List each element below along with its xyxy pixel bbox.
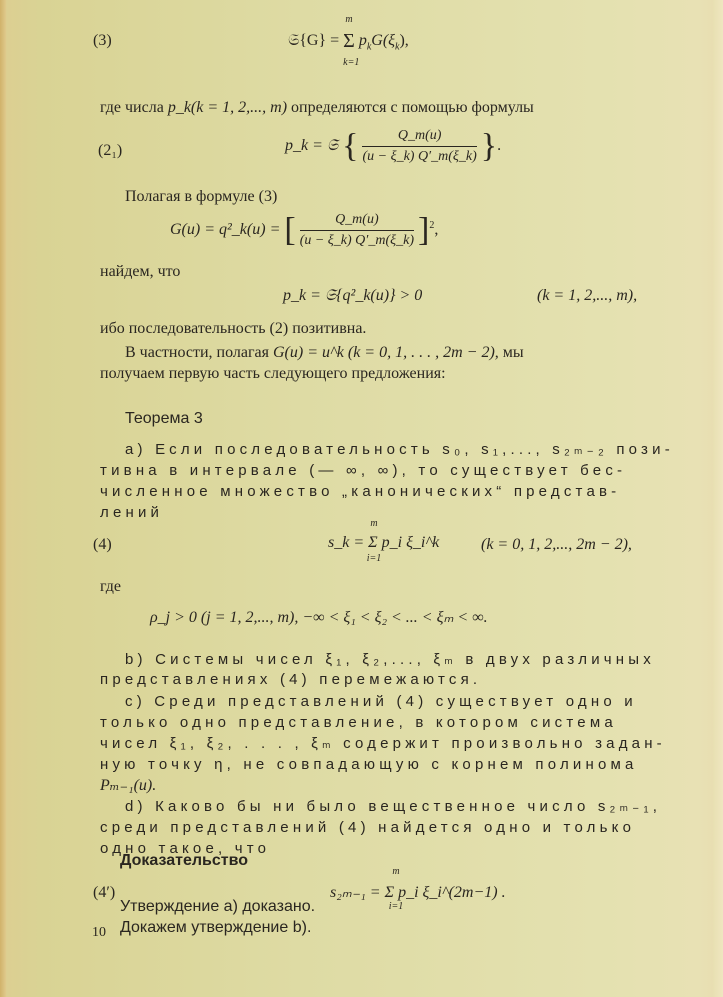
- equation-3: 𝔖{G} = m Σ k=1 $p_kG(\xi_k)$,: [288, 14, 409, 68]
- equation-2-1: p_k = 𝔖 { $\frac{Q\_m(u)}{(u - \xi\_k) Q'\_m(\xi\_k)}$ }.: [285, 127, 502, 165]
- theorem-a-line: лений: [100, 504, 164, 521]
- theorem-d-line: d) Каково бы ни было вещественное число s₂ₘ₋₁,: [125, 798, 662, 815]
- theorem-c-line: только одно представление, в котором система: [100, 714, 617, 731]
- theorem-a-line: численное множество „канонических“ представ-: [100, 483, 621, 500]
- paragraph-line: Полагая в формуле (3): [125, 188, 278, 205]
- page-number: 10: [92, 925, 106, 940]
- paragraph-line: где: [100, 578, 122, 595]
- condition-line: ρ_j > 0 (j = 1, 2,..., m), −∞ < ξ₁ < ξ₂ < ... < ξₘ < ∞.: [150, 609, 488, 626]
- theorem-c-line: c) Среди представлений (4) существует одно и: [125, 693, 637, 710]
- paragraph-line: где числа p_k(k = 1, 2,..., m) определяются с помощью формулы: [100, 99, 534, 116]
- proof-title: Доказательство: [120, 852, 248, 869]
- page-right-edge: [713, 0, 723, 997]
- equation-4-prime: s₂ₘ₋₁ = Σ p_i ξ_i^(2m−1) . m i=1: [330, 866, 506, 912]
- paragraph-line: ибо последовательность (2) позитивна.: [100, 320, 367, 337]
- theorem-c-line: Pₘ₋₁(u).: [100, 777, 157, 794]
- sum-symbol: m Σ k=1: [343, 14, 360, 68]
- theorem-b-line: b) Системы чисел ξ₁, ξ₂,..., ξₘ в двух различных: [125, 651, 655, 668]
- equation-4-range: (k = 0, 1, 2,..., 2m − 2),: [481, 536, 632, 553]
- theorem-b-line: представлениях (4) перемежаются.: [100, 671, 482, 688]
- theorem-a-line: тивна в интервале (— ∞, ∞), то существует бес-: [100, 462, 627, 479]
- equation-pk-range: (k = 1, 2,..., m),: [537, 287, 638, 304]
- theorem-d-line: среди представлений (4) найдется одно и только: [100, 819, 636, 836]
- equation-label-4: (4): [93, 536, 112, 553]
- theorem-c-line: чисел ξ₁, ξ₂, . . . , ξₘ содержит произвольно задан-: [100, 735, 666, 752]
- theorem-title: Теорема 3: [125, 410, 203, 427]
- proof-line: Докажем утверждение b).: [120, 919, 312, 936]
- page-binding-edge: [0, 0, 6, 997]
- paragraph-line: найдем, что: [100, 263, 181, 280]
- theorem-d-line: одно такое, что: [100, 840, 271, 857]
- equation-label-3: (3): [93, 32, 112, 49]
- theorem-c-line: ную точку η, не совпадающую с корнем полинома: [100, 756, 638, 773]
- paragraph-line: получаем первую часть следующего предложения:: [100, 365, 446, 382]
- equation-label-4-prime: (4′): [93, 884, 116, 901]
- equation-pk-positive: p_k = 𝔖{q²_k(u)} > 0: [283, 287, 423, 304]
- proof-line: Утверждение a) доказано.: [120, 898, 316, 915]
- equation-G: G(u) = q²_k(u) = [ $\frac{Q\_m(u)}{(u - \xi\_k) Q'\_m(\xi\_k)}$ ]$^2$,: [170, 211, 439, 249]
- equation-label-2-1: (2₁): [98, 142, 123, 159]
- theorem-a-line: a) Если последовательность s₀, s₁,..., s₂ₘ₋₂ пози-: [125, 441, 674, 458]
- paragraph-line: В частности, полагая G(u) = u^k (k = 0, 1, . . . , 2m − 2), мы: [125, 344, 524, 361]
- equation-4: s_k = Σ p_i ξ_i^k m i=1: [328, 518, 440, 564]
